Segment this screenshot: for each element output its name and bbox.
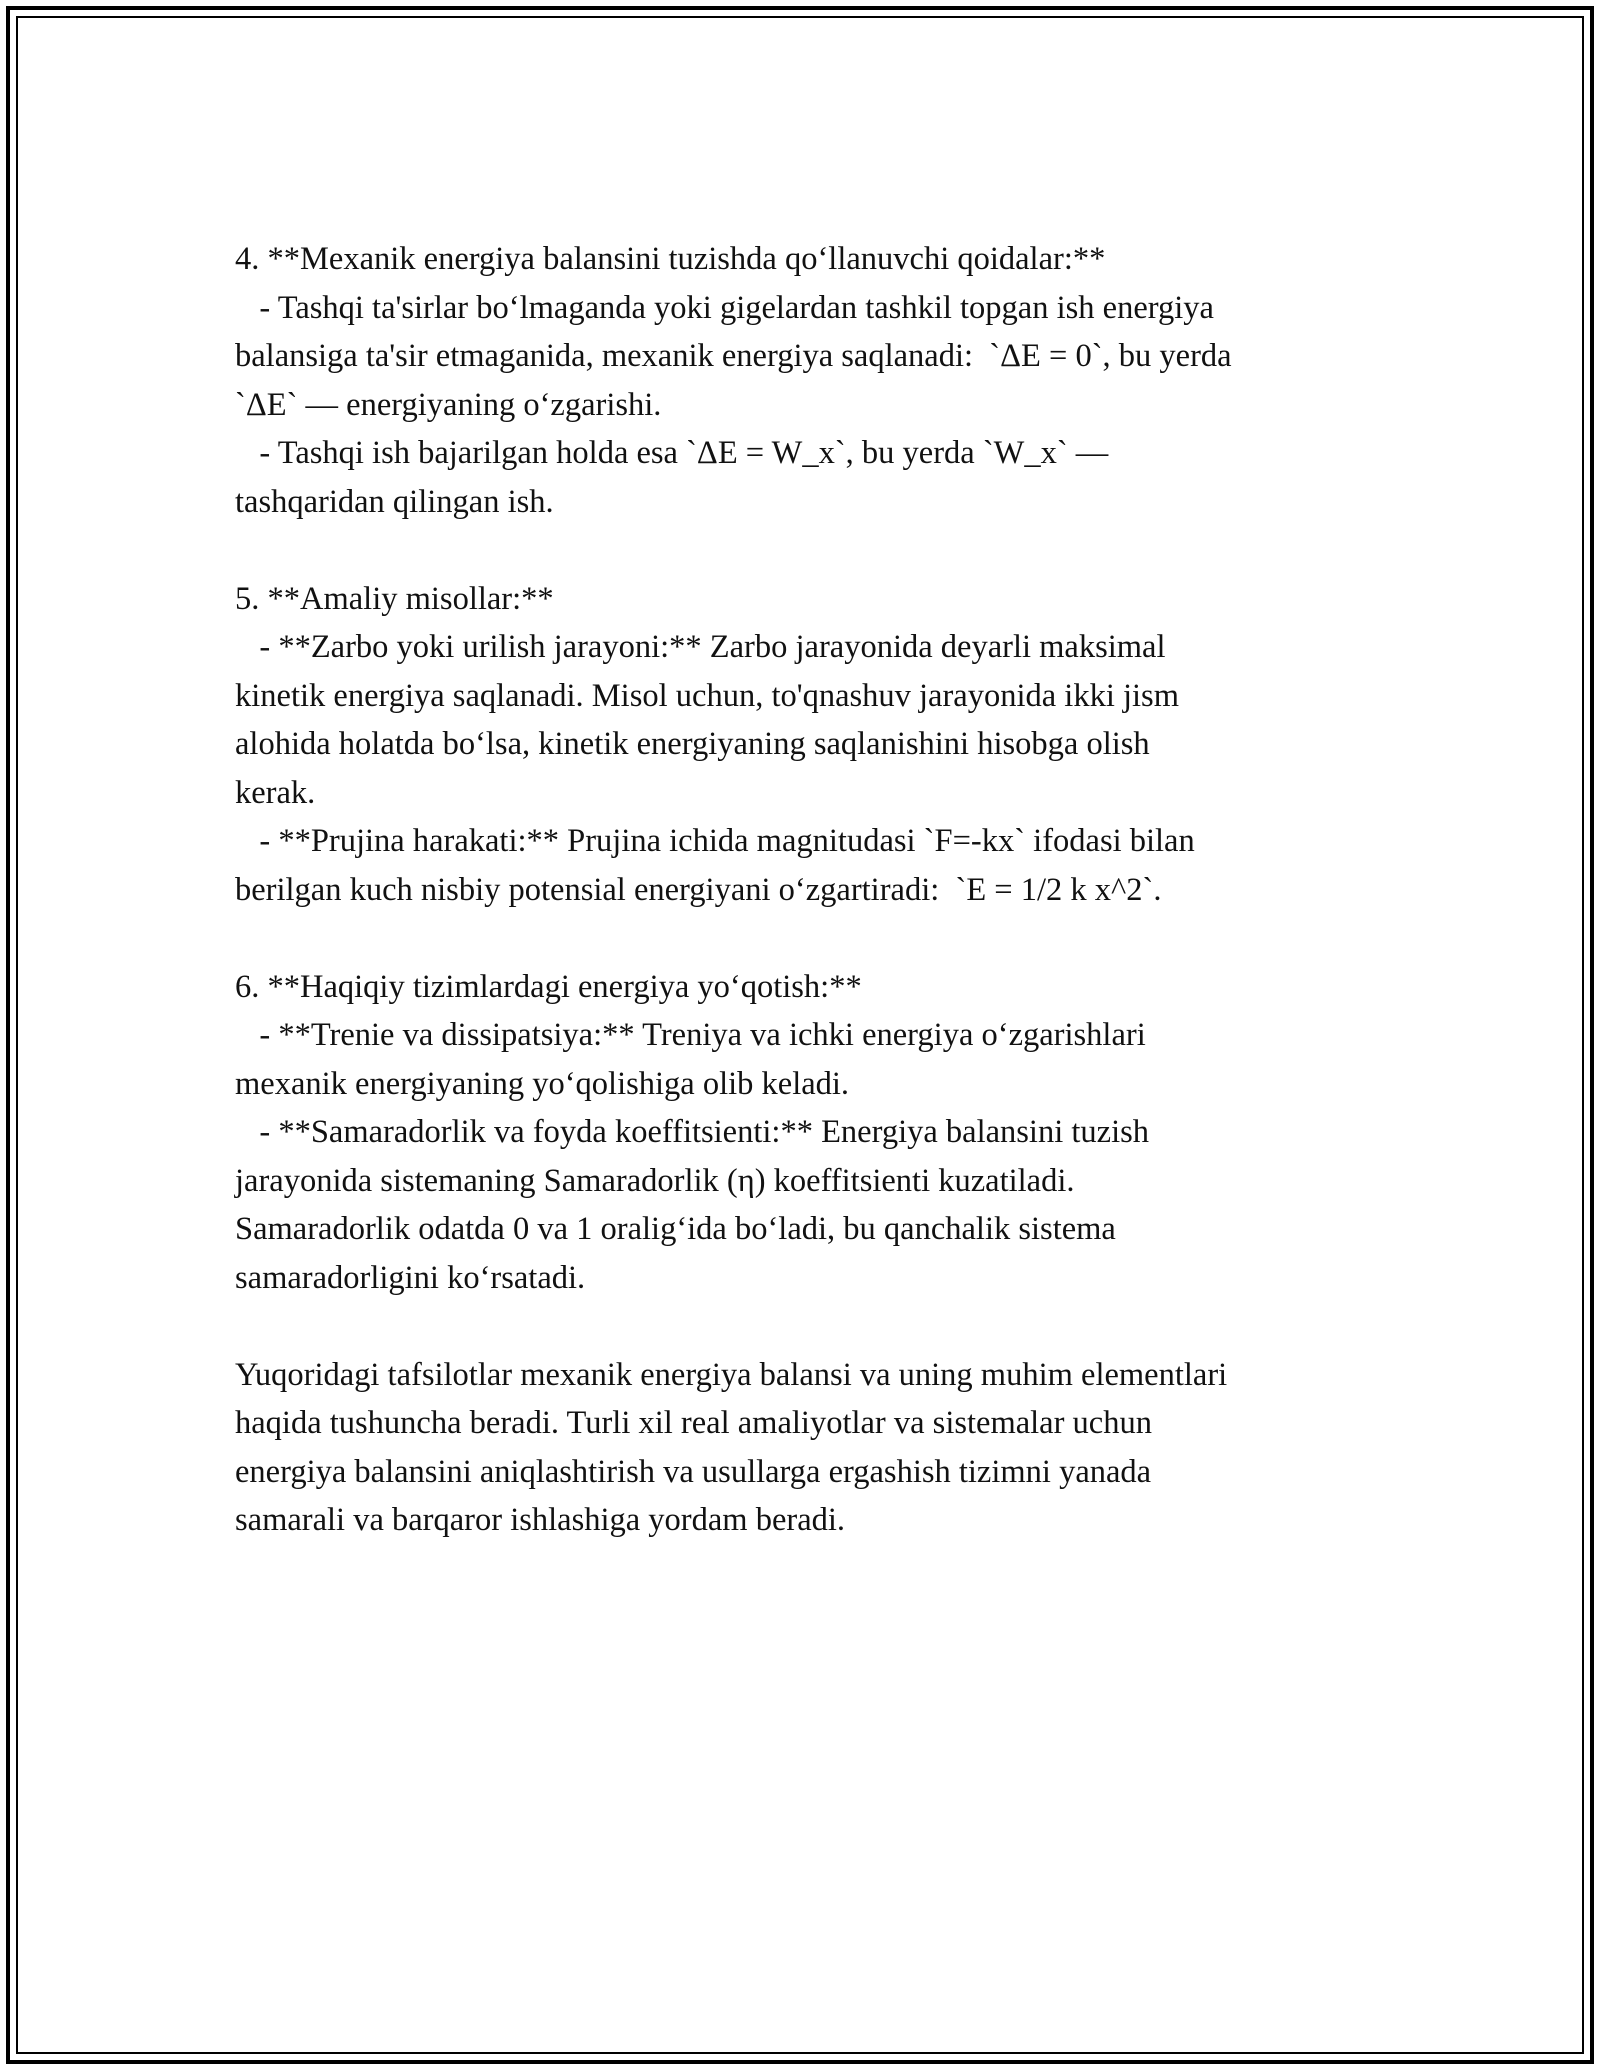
text-line: - Tashqi ish bajarilgan holda esa `ΔE = W_x`, bu yerda `W_x` — xyxy=(235,435,1109,471)
section-heading: 5. **Amaliy misollar:** xyxy=(235,580,554,617)
text-line: samarali va barqaror ishlashiga yordam beradi. xyxy=(235,1502,846,1538)
text-line: - **Trenie va dissipatsiya:** Treniya va ichki energiya o‘zgarishlari xyxy=(235,1017,1146,1053)
text-line: Yuqoridagi tafsilotlar mexanik energiya balansi va uning muhim elementlari xyxy=(235,1356,1228,1393)
text-line: `ΔE` — energiyaning o‘zgarishi. xyxy=(235,386,662,423)
text-line: samaradorligini ko‘rsatadi. xyxy=(235,1259,586,1296)
section-examples xyxy=(235,575,1385,915)
text-line: - **Samaradorlik va foyda koeffitsienti:** Energiya balansini tuzish xyxy=(235,1114,1149,1150)
text-line: Samaradorlik odatda 0 va 1 oralig‘ida bo‘ladi, bu qanchalik sistema xyxy=(235,1211,1116,1247)
text-line: berilgan kuch nisbiy potensial energiyani o‘zgartiradi: `E = 1/2 k x^2`. xyxy=(235,871,1162,908)
text-line: tashqaridan qilingan ish. xyxy=(235,483,554,520)
document-body xyxy=(235,235,1385,1593)
text-line: jarayonida sistemaning Samaradorlik (η) koeffitsienti kuzatiladi. xyxy=(235,1162,1075,1199)
text-line: - **Zarbo yoki urilish jarayoni:** Zarbo jarayonida deyarli maksimal xyxy=(235,629,1166,665)
text-line: - **Prujina harakati:** Prujina ichida magnitudasi `F=-kx` ifodasi bilan xyxy=(235,823,1195,859)
text-line: mexanik energiyaning yo‘qolishiga olib keladi. xyxy=(235,1065,850,1102)
text-line: - Tashqi ta'sirlar bo‘lmaganda yoki gigelardan tashkil topgan ish energiya xyxy=(235,289,1214,326)
text-line: kinetik energiya saqlanadi. Misol uchun, to'qnashuv jarayonida ikki jism xyxy=(235,677,1179,714)
section-rules xyxy=(235,235,1385,526)
text-line: haqida tushuncha beradi. Turli xil real amaliyotlar va sistemalar uchun xyxy=(235,1405,1152,1441)
section-conclusion xyxy=(235,1351,1385,1545)
text-line: alohida holatda bo‘lsa, kinetik energiyaning saqlanishini hisobga olish xyxy=(235,726,1150,762)
text-line: kerak. xyxy=(235,774,316,811)
text-line: balansiga ta'sir etmaganida, mexanik energiya saqlanadi: `ΔE = 0`, bu yerda xyxy=(235,338,1232,374)
text-line: energiya balansini aniqlashtirish va usullarga ergashish tizimni yanada xyxy=(235,1453,1152,1490)
section-heading: 6. **Haqiqiy tizimlardagi energiya yo‘qotish:** xyxy=(235,968,862,1005)
section-energy-loss xyxy=(235,963,1385,1303)
section-heading: 4. **Mexanik energiya balansini tuzishda qo‘llanuvchi qoidalar:** xyxy=(235,241,1106,277)
